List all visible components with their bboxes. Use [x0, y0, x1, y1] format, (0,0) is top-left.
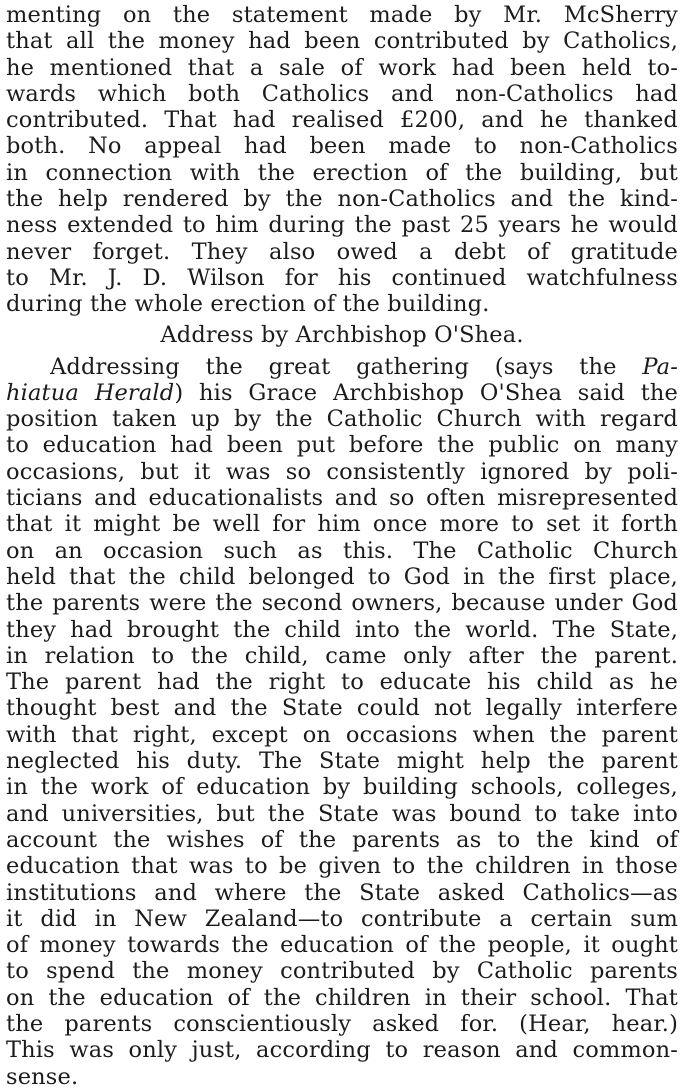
- text-line: on the education of the children in their school. That: [6, 984, 678, 1011]
- text-line: menting on the statement made by Mr. McSherry: [6, 2, 678, 28]
- text-line: neglected his duty. The State might help the parent: [6, 748, 678, 775]
- text-line: ticians and educationalists and so often misrepresented: [6, 485, 678, 512]
- text-line: in the work of education by building schools, colleges,: [6, 774, 678, 801]
- text-line: on an occasion such as this. The Catholic Church: [6, 537, 678, 564]
- text-line: it did in New Zealand—to contribute a certain sum: [6, 905, 678, 932]
- text-line: and universities, but the State was bound to take into: [6, 800, 678, 827]
- text-line: sense.: [6, 1063, 79, 1090]
- text-line: [6, 380, 678, 406]
- text-line: the parents were the second owners, because under God: [6, 590, 678, 617]
- text-line: position taken up by the Catholic Church with regard: [6, 406, 678, 433]
- text-line: he mentioned that a sale of work had been held to-: [6, 54, 678, 81]
- text-line: ness extended to him during the past 25 years he would: [6, 212, 678, 239]
- text-run: ) his Grace Archbishop O'Shea said the: [174, 379, 679, 406]
- text-line: that all the money had been contributed by Catholics,: [6, 28, 678, 55]
- text-line: institutions and where the State asked Catholics—as: [6, 879, 678, 906]
- text-line: of money towards the education of the people, it ought: [6, 932, 678, 959]
- text-line: education that was to be given to the children in those: [6, 853, 678, 880]
- text-run: Addressing the great gathering (says the: [50, 353, 643, 380]
- text-line: [6, 354, 678, 380]
- paragraph-closing-remarks: [6, 2, 682, 318]
- text-line: to education had been put before the public on many: [6, 432, 678, 459]
- text-line: held that the child belonged to God in the first place,: [6, 563, 678, 590]
- section-heading: Address by Archbishop O'Shea.: [160, 321, 524, 348]
- text-line: thought best and the State could not legally interfere: [6, 695, 678, 722]
- text-line: the parents conscientiously asked for. (Hear, hear.): [6, 1010, 678, 1037]
- text-line: that it might be well for him once more to set it forth: [6, 511, 678, 538]
- text-line: never forget. They also owed a debt of gratitude: [6, 238, 678, 265]
- text-line: both. No appeal had been made to non-Catholics: [6, 133, 678, 160]
- text-line: occasions, but it was so consistently ignored by poli-: [6, 458, 678, 485]
- text-line: account the wishes of the parents as to the kind of: [6, 826, 678, 853]
- paragraph-archbishop-address: [6, 354, 682, 1090]
- text-line: with that right, except on occasions when the parent: [6, 721, 678, 748]
- newspaper-title-italic: hiatua Herald: [6, 379, 175, 406]
- text-line: they had brought the child into the world. The State,: [6, 616, 678, 643]
- text-line: wards which both Catholics and non-Catholics had: [6, 80, 678, 107]
- text-line: contributed. That had realised £200, and he thanked: [6, 107, 678, 134]
- text-line: This was only just, according to reason and common-: [6, 1037, 678, 1064]
- text-line: to Mr. J. D. Wilson for his continued watchfulness: [6, 264, 678, 291]
- newspaper-title-italic: Pa-: [642, 353, 678, 380]
- text-line: the help rendered by the non-Catholics and the kind-: [6, 186, 678, 213]
- text-line: in relation to the child, came only after the parent.: [6, 642, 678, 669]
- text-line: The parent had the right to educate his child as he: [6, 669, 678, 696]
- text-line: to spend the money contributed by Catholic parents: [6, 958, 678, 985]
- text-line: in connection with the erection of the building, but: [6, 159, 678, 186]
- text-line: during the whole erection of the building.: [6, 291, 490, 318]
